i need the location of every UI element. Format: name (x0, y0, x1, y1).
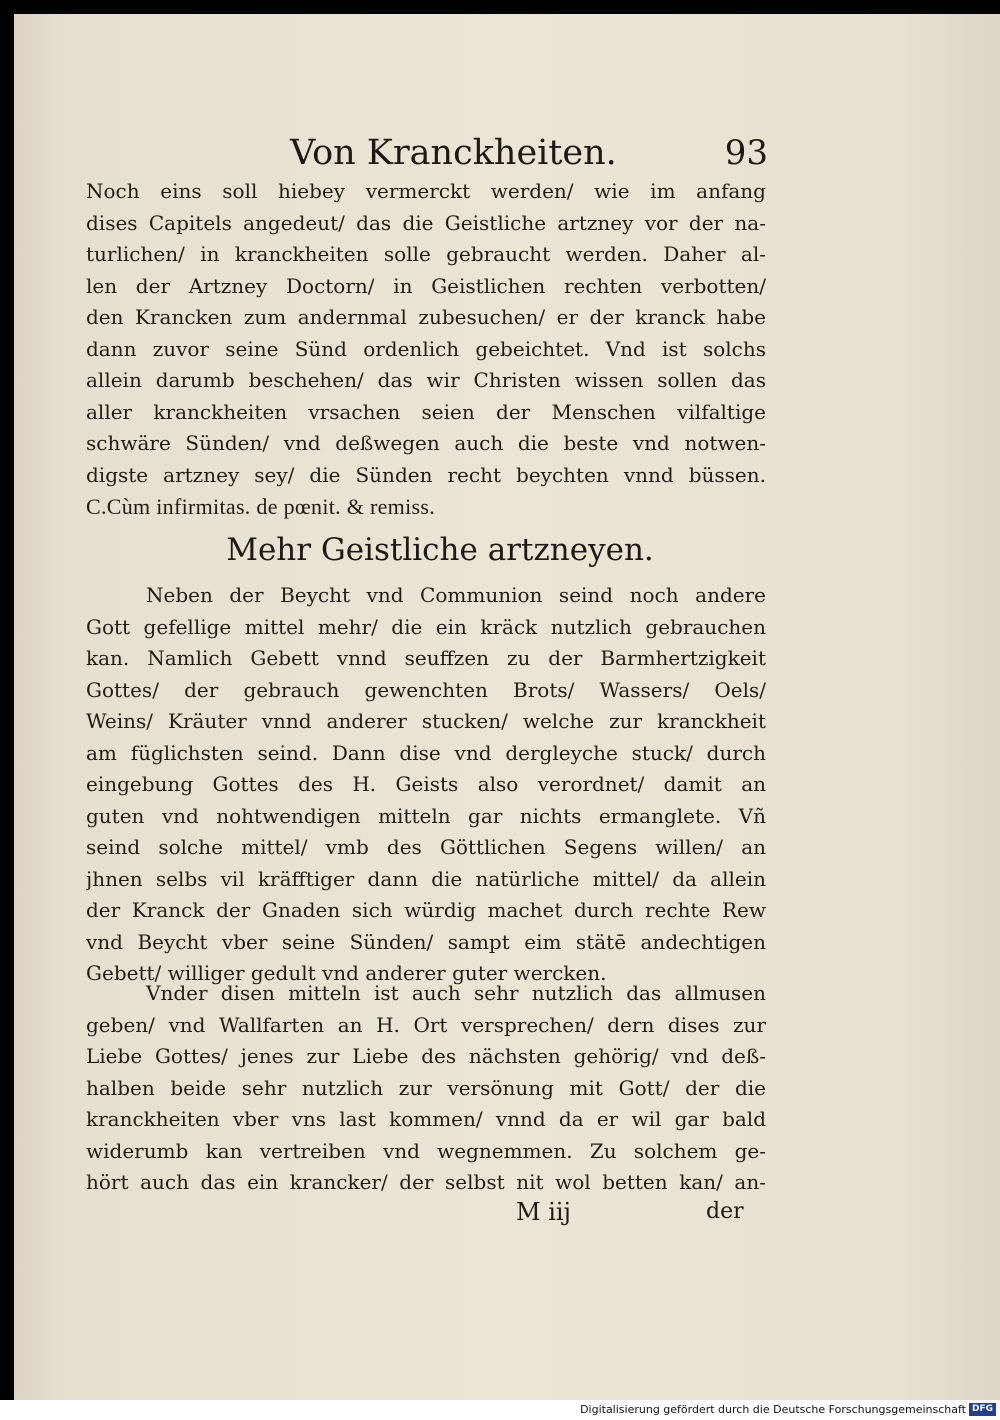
text-line: Weins/ Kräuter vnnd anderer stucken/ welche zur kranckheit (86, 709, 766, 733)
text-line: am füglichsten seind. Dann dise vnd dergleyche stuck/ durch (86, 740, 766, 765)
citation: C.Cùm infirmitas. de pœnit. & remiss. (86, 494, 436, 519)
text-line: Gott gefellige mittel mehr/ die ein kräck nutzlich gebrauchen (86, 614, 766, 639)
paragraph-1 (86, 176, 766, 523)
page-number: 93 (724, 133, 768, 173)
text-line: Vnder disen mitteln ist auch sehr nutzlich das allmusen (146, 981, 766, 1005)
text-line: halben beide sehr nutzlich zur versönung mit Gott/ der die (86, 1075, 766, 1100)
text-line: Neben der Beycht vnd Communion seind noch andere (146, 583, 766, 607)
dfg-logo-icon: DFG (969, 1403, 996, 1416)
text-line: den Krancken zum andernmal zubesuchen/ er der kranck habe (86, 305, 766, 329)
text-line: kranckheiten vber vns last kommen/ vnnd da er wil gar bald (86, 1107, 766, 1131)
section-heading: Mehr Geistliche artzneyen. (226, 532, 654, 568)
text-line: eingebung Gottes des H. Geists also verordnet/ damit an (86, 772, 766, 796)
footer-credit: Digitalisierung gefördert durch die Deutsche Forschungsgemeinschaft (580, 1403, 966, 1416)
text-line: Gebett/ williger gedult vnd anderer guter wercken. (86, 961, 607, 985)
text-line: len der Artzney Doctorn/ in Geistlichen rechten verbotten/ (86, 273, 766, 298)
text-line: allein darumb beschehen/ das wir Christen wissen sollen das (86, 368, 766, 392)
paragraph-3 (86, 978, 766, 1199)
text-line: widerumb kan vertreiben vnd wegnemmen. Zu solchem ge- (86, 1138, 766, 1163)
text-line: turlichen/ in kranckheiten solle gebraucht werden. Daher al- (86, 242, 766, 266)
text-line: der Kranck der Gnaden sich würdig machet durch rechte Rew (86, 898, 766, 922)
text-line: Gottes/ der gebrauch gewenchten Brots/ Wassers/ Oels/ (86, 677, 766, 702)
text-line: digste artzney sey/ die Sünden recht beychten vnnd büssen. (86, 462, 766, 487)
signature-mark: M iij (516, 1198, 571, 1226)
text-line: aller kranckheiten vrsachen seien der Menschen vilfaltige (86, 399, 766, 424)
text-line: schwäre Sünden/ vnd deßwegen auch die beste vnd notwen- (86, 431, 766, 455)
text-line: dises Capitels angedeut/ das die Geistliche artzney vor der na- (86, 210, 766, 235)
text-line: dann zuvor seine Sünd ordenlich gebeichtet. Vnd ist solchs (86, 336, 766, 361)
running-head (290, 128, 768, 178)
catchword: der (706, 1199, 744, 1224)
text-line: geben/ vnd Wallfarten an H. Ort versprechen/ dern dises zur (86, 1012, 766, 1037)
text-line: vnd Beycht vber seine Sünden/ sampt eim stätē andechtigen (86, 929, 766, 954)
text-line: seind solche mittel/ vmb des Göttlichen Segens willen/ an (86, 835, 766, 859)
footer-bar (0, 1400, 1000, 1420)
text-line: kan. Namlich Gebett vnnd seuffzen zu der Barmhertzigkeit (86, 646, 766, 670)
text-line: hört auch das ein krancker/ der selbst nit wol betten kan/ an- (86, 1170, 766, 1194)
text-line: jhnen selbs vil kräfftiger dann die natürliche mittel/ da allein (86, 866, 766, 891)
text-line: guten vnd nohtwendigen mitteln gar nichts ermanglete. Vñ (86, 803, 766, 828)
running-title: Von Kranckheiten. (290, 133, 617, 173)
paragraph-2 (86, 580, 766, 990)
text-line: Noch eins soll hiebey vermerckt werden/ wie im anfang (86, 179, 766, 203)
text-line: Liebe Gottes/ jenes zur Liebe des nächsten gehörig/ vnd deß- (86, 1044, 766, 1068)
